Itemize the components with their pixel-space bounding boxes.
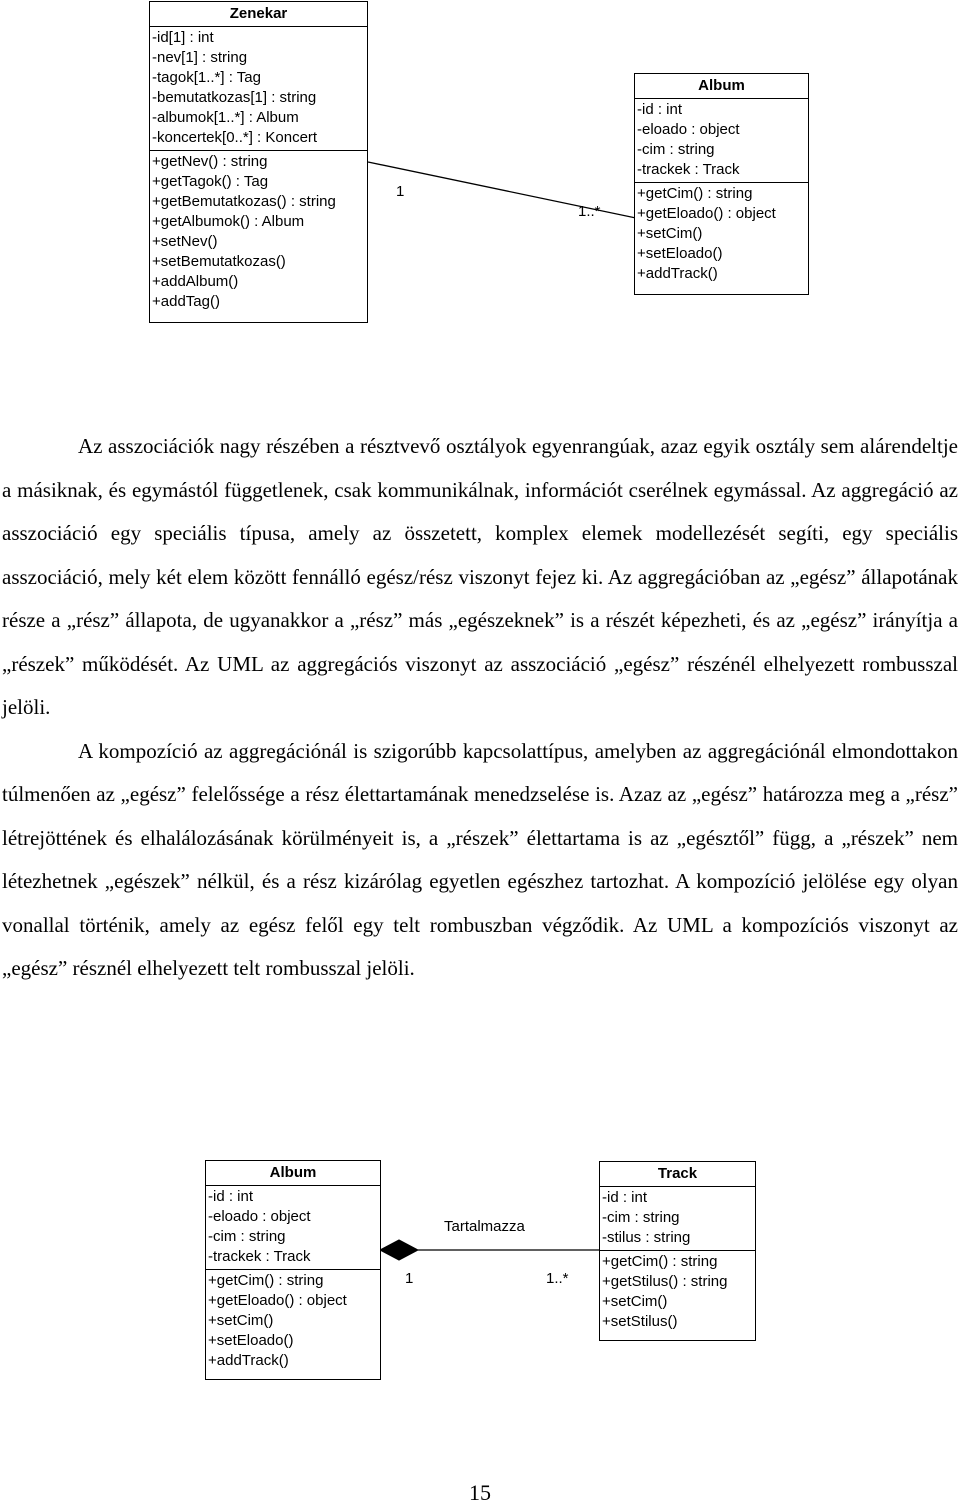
attribute: -cim : string	[602, 1209, 680, 1226]
class-title: Track	[600, 1162, 755, 1187]
class-album-bottom	[205, 1160, 381, 1380]
attribute: -id : int	[208, 1188, 254, 1205]
method: +setEloado()	[637, 245, 723, 262]
multiplicity-right: 1..*	[578, 203, 601, 220]
paragraph-composition: A kompozíció az aggregációnál is szigorúbb kapcsolattípus, amelyben az aggregációnál elmondottakon túlmenően az „egész” felelőssége a rész élettartamának menedzselése is. Azaz az „egész” határozza meg a „rész” létrejöttének és elhalálozásának körülményeit is, a „részek” élettartama is az „egésztől” függ, a „részek” nem létezhetnek „egészek” nélkül, és a rész kizárólag egyetlen egészhez tartozhat. A kompozíció jelölése egy olyan vonallal történik, amely az egész felől egy telt rombuszban végződik. Az UML a kompozíciós viszonyt az „egész” résznél elhelyezett telt rombusszal jelöli.	[2, 738, 958, 980]
class-album-top	[634, 73, 809, 295]
attribute: -cim : string	[637, 141, 715, 158]
attribute: -stilus : string	[602, 1229, 691, 1246]
method: +setCim()	[637, 225, 703, 242]
attribute: -id[1] : int	[152, 29, 214, 46]
class-title: Zenekar	[150, 2, 367, 27]
methods-section	[600, 1250, 755, 1334]
methods-section	[635, 182, 808, 286]
method: +getTagok() : Tag	[152, 173, 269, 190]
method: +addAlbum()	[152, 273, 239, 290]
method: +getCim() : string	[208, 1272, 324, 1289]
attributes-section	[206, 1186, 380, 1269]
multiplicity-right: 1..*	[546, 1270, 569, 1287]
attributes-section	[635, 99, 808, 182]
method: +getCim() : string	[602, 1253, 718, 1270]
attribute: -eloado : object	[637, 121, 740, 138]
method: +setStilus()	[602, 1313, 678, 1330]
method: +setBemutatkozas()	[152, 253, 286, 270]
method: +getCim() : string	[637, 185, 753, 202]
attributes-section	[600, 1187, 755, 1250]
method: +addTrack()	[208, 1352, 289, 1369]
relation-label: Tartalmazza	[444, 1218, 525, 1235]
method: +getEloado() : object	[208, 1292, 347, 1309]
body-text	[2, 425, 958, 991]
attribute: -cim : string	[208, 1228, 286, 1245]
method: +getAlbumok() : Album	[152, 213, 305, 230]
class-title: Album	[635, 74, 808, 99]
attribute: -trackek : Track	[208, 1248, 311, 1265]
method: +getStilus() : string	[602, 1273, 728, 1290]
method: +setCim()	[208, 1312, 274, 1329]
method: +addTrack()	[637, 265, 718, 282]
method: +addTag()	[152, 293, 220, 310]
attributes-section	[150, 27, 367, 150]
composition-diamond	[380, 1240, 418, 1260]
method: +setCim()	[602, 1293, 668, 1310]
attribute: -eloado : object	[208, 1208, 311, 1225]
method: +getEloado() : object	[637, 205, 776, 222]
multiplicity-left: 1	[405, 1270, 414, 1287]
method: +getNev() : string	[152, 153, 268, 170]
class-title: Album	[206, 1161, 380, 1186]
attribute: -id : int	[637, 101, 683, 118]
attribute: -trackek : Track	[637, 161, 740, 178]
paragraph-aggregation: Az asszociációk nagy részében a résztvevő osztályok egyenrangúak, azaz egyik osztály sem alárendeltje a másiknak, és egymástól függetlenek, csak kommunikálnak, információt cserélnek egymással. Az aggregáció az asszociáció egy speciális típusa, amely az összetett, komplex elemek modellezését segíti, egy speciális asszociáció, mely két elem között fennálló egész/rész viszonyt fejez ki. Az aggregációban az „egész” állapotának része a „rész” állapota, de ugyanakkor a „rész” más „egészeknek” is a részét képezheti, és az „egész” irányítja a „részek” működését. Az UML az aggregációs viszonyt az asszociáció „egész” részénél elhelyezett rombusszal jelöli.	[2, 434, 958, 719]
method: +setEloado()	[208, 1332, 294, 1349]
page-number: 15	[469, 1480, 491, 1505]
methods-section	[206, 1269, 380, 1373]
class-zenekar	[149, 1, 368, 323]
attribute: -koncertek[0..*] : Koncert	[152, 129, 318, 146]
attribute: -bemutatkozas[1] : string	[152, 89, 317, 106]
attribute: -id : int	[602, 1189, 648, 1206]
class-track	[599, 1161, 756, 1341]
attribute: -albumok[1..*] : Album	[152, 109, 299, 126]
methods-section	[150, 150, 367, 314]
method: +setNev()	[152, 233, 218, 250]
multiplicity-left: 1	[396, 183, 405, 200]
method: +getBemutatkozas() : string	[152, 193, 336, 210]
attribute: -nev[1] : string	[152, 49, 248, 66]
attribute: -tagok[1..*] : Tag	[152, 69, 261, 86]
